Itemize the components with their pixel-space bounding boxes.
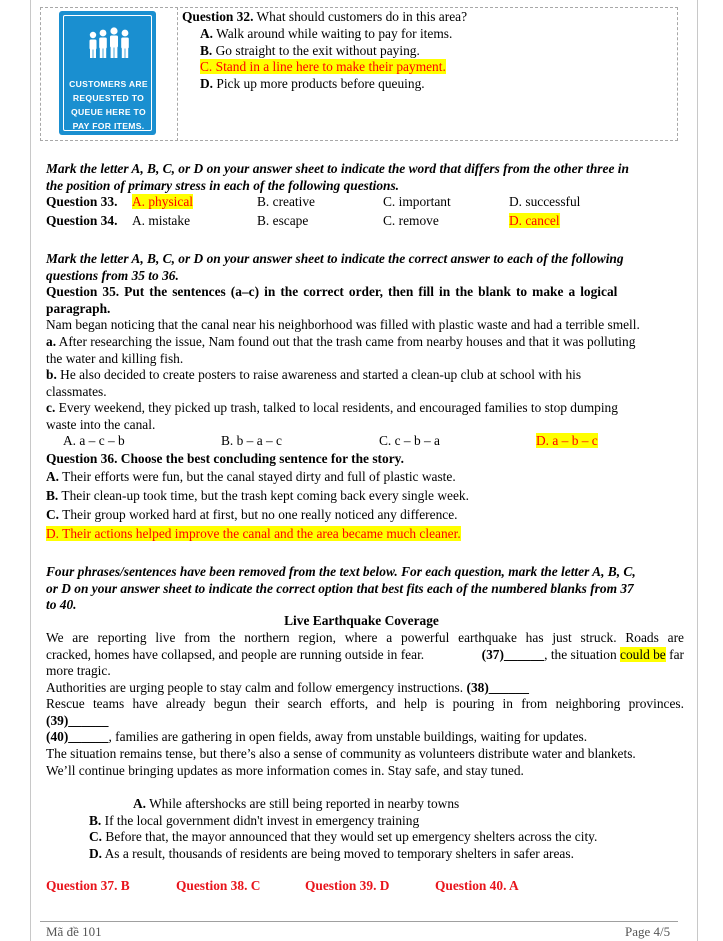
q34-option-c: C. remove [383, 213, 439, 228]
q33-option-d: D. successful [509, 194, 581, 209]
q36-option-d-correct [46, 526, 461, 543]
instruction-line: questions from 35 to 36. [46, 267, 179, 283]
stem-line: Question 35. Put the sentences (a–c) in the correct order, then fill in the blank to make a logical [46, 284, 618, 299]
option-letter: C. [89, 829, 103, 844]
cloze-option-d [89, 846, 574, 863]
paragraph-1 [46, 630, 684, 680]
instruction-line: Mark the letter A, B, C, or D on your answer sheet to indicate the correct answer to each of the following [46, 251, 624, 266]
option-text: Before that, the mayor announced that they would set up emergency shelters across the city. [105, 829, 598, 844]
sign-caption [64, 77, 153, 133]
paragraph-line [46, 647, 684, 664]
q34-option-b: B. escape [257, 213, 309, 228]
instruction-line: the position of primary stress in each of the following questions. [46, 177, 400, 193]
q33-option-b: B. creative [257, 194, 315, 209]
paragraph-line: We are reporting live from the northern region, where a powerful earthquake has just struck. Roads are [46, 630, 684, 645]
q34-option-d-correct [509, 213, 560, 230]
sentence-text: the water and killing fish. [46, 350, 184, 366]
question-36-stem: Question 36. Choose the best concluding sentence for the story. [46, 451, 404, 466]
paragraph-2 [46, 680, 529, 697]
answer-40: Question 40. A [435, 878, 519, 893]
q36-option-b [46, 488, 469, 505]
option-text: D. a – b – c [536, 433, 598, 448]
option-text: Go straight to the exit without paying. [215, 42, 420, 58]
answer-39: Question 39. D [305, 878, 390, 893]
option-letter: C. [46, 507, 60, 522]
question-32-label: Question 32. [182, 9, 254, 24]
option-text: Stand in a line here to make their payment. [215, 59, 446, 74]
q35-option-d-correct [536, 433, 598, 450]
highlighted-phrase: could be [620, 646, 666, 662]
q35-option-c: C. c – b – a [379, 433, 440, 448]
question-32-text: What should customers do in this area? [256, 9, 468, 24]
cloze-instruction [46, 564, 686, 614]
sign-border [63, 15, 152, 131]
paragraph-text: cracked, homes have collapsed, and people are running outside in fear. [46, 646, 425, 662]
option-text: Walk around while waiting to pay for items. [216, 26, 453, 41]
stem-line: paragraph. [46, 300, 111, 316]
q34-option-a: A. mistake [132, 213, 191, 228]
sentence-b [46, 367, 686, 400]
paragraph-text: far [669, 646, 684, 662]
paragraph-5 [46, 746, 636, 779]
option-text: Their actions helped improve the canal and the area became much cleaner. [62, 526, 461, 541]
option-letter: C. [200, 59, 213, 74]
sentence-label: b. [46, 367, 57, 382]
option-letter: B. [46, 488, 59, 503]
option-text: While aftershocks are still being reported in nearby towns [149, 796, 460, 811]
question-32-divider [177, 7, 178, 141]
cloze-option-b [89, 813, 419, 830]
sentence-text: classmates. [46, 383, 107, 399]
q36-option-a [46, 469, 456, 486]
paragraph-4 [46, 729, 587, 746]
option-letter: B. [89, 812, 102, 828]
page-number: Page 4/5 [625, 924, 671, 939]
sign-line: QUEUE HERE TO [71, 107, 146, 117]
q32-option-b [200, 43, 420, 60]
paragraph-text: , the situation [544, 646, 617, 662]
sentence-text: Every weekend, they picked up trash, talked to local residents, and encouraged families to stop dumping [58, 400, 618, 415]
q32-option-c-correct [200, 59, 446, 76]
q33-option-a-correct [132, 194, 193, 211]
cloze-option-c [89, 829, 597, 846]
exam-code: Mã đề 101 [46, 924, 102, 939]
page-margin-right [697, 0, 698, 941]
q35-option-a: A. a – c – b [63, 433, 125, 448]
question-32-stem [182, 9, 467, 26]
instruction-line: or D on your answer sheet to indicate the correct option that best fits each of the numbered blanks from 37 [46, 580, 634, 596]
paragraph-text: Authorities are urging people to stay calm and follow emergency instructions. [46, 680, 464, 695]
q32-option-d [200, 76, 425, 93]
people-queue-icon [64, 16, 153, 76]
q33-option-c: C. important [383, 194, 451, 209]
story-intro: Nam began noticing that the canal near his neighborhood was filled with plastic waste and had a terrible smell. [46, 317, 640, 332]
paragraph-line: We’ll continue bringing updates as more information comes in. Stay safe, and stay tuned. [46, 762, 524, 778]
instruction-line: Four phrases/sentences have been removed from the text below. For each question, mark the letter A, B, C, [46, 564, 636, 579]
paragraph-3 [46, 696, 684, 729]
option-letter: D. [89, 845, 103, 861]
option-letter: B. [200, 42, 213, 58]
sentence-text: After researching the issue, Nam found out that the trash came from nearby houses and that it was polluting [58, 334, 636, 349]
sentence-a [46, 334, 686, 367]
sign-line: REQUESTED TO [72, 93, 145, 103]
sign-line: CUSTOMERS ARE [69, 79, 148, 89]
option-letter: D. [46, 526, 60, 541]
option-text: As a result, thousands of residents are being moved to temporary shelters in safer areas. [104, 845, 574, 861]
footer-rule [40, 921, 678, 922]
option-text: Pick up more products before queuing. [216, 76, 425, 91]
option-text: Their clean-up took time, but the trash kept coming back every single week. [61, 488, 469, 503]
passage-title: Live Earthquake Coverage [284, 613, 439, 628]
queue-sign-image [59, 11, 156, 135]
q36-option-c [46, 507, 458, 524]
option-letter: A. [46, 469, 60, 484]
answer-38: Question 38. C [176, 878, 261, 893]
instruction-line: Mark the letter A, B, C, or D on your answer sheet to indicate the word that differs from the other three in [46, 161, 629, 176]
paragraph-line: more tragic. [46, 663, 111, 678]
option-text: If the local government didn't invest in emergency training [104, 812, 420, 828]
sentence-text: waste into the canal. [46, 416, 156, 432]
order-instruction [46, 251, 686, 284]
instruction-line: to 40. [46, 597, 77, 612]
sentence-text: He also decided to create posters to raise awareness and started a clean-up club at school with his [60, 367, 582, 382]
sentence-label: a. [46, 334, 57, 349]
sign-line: PAY FOR ITEMS. [72, 121, 145, 131]
blank-37: (37)______ [481, 646, 545, 662]
option-letter: A. [133, 796, 147, 811]
option-text: A. physical [132, 194, 193, 209]
option-text: D. cancel [509, 213, 560, 228]
option-text: Their group worked hard at first, but no one really noticed any difference. [62, 507, 458, 522]
q32-option-a [200, 26, 452, 43]
stress-instruction [46, 161, 686, 194]
paragraph-line: The situation remains tense, but there’s also a sense of community as volunteers distribute water and blankets. [46, 746, 636, 761]
question-33-label: Question 33. [46, 194, 118, 209]
question-35-stem [46, 284, 686, 317]
blank-38: (38)______ [466, 680, 529, 695]
paragraph-text: , families are gathering in open fields, away from unstable buildings, waiting for updates. [108, 729, 588, 744]
q35-option-b: B. b – a – c [221, 433, 282, 448]
cloze-option-a [133, 796, 459, 813]
option-letter: A. [200, 26, 214, 41]
blank-40: (40)______ [46, 729, 109, 744]
answer-37: Question 37. B [46, 878, 130, 893]
question-34-label: Question 34. [46, 213, 118, 228]
paragraph-line: Rescue teams have already begun their search efforts, and help is pouring in from neighboring provinces. [46, 696, 684, 711]
blank-39: (39)______ [46, 712, 109, 728]
sentence-c [46, 400, 686, 433]
sentence-label: c. [46, 400, 56, 415]
page-margin-left [30, 0, 31, 941]
option-letter: D. [200, 76, 214, 91]
option-text: Their efforts were fun, but the canal stayed dirty and full of plastic waste. [62, 469, 456, 484]
